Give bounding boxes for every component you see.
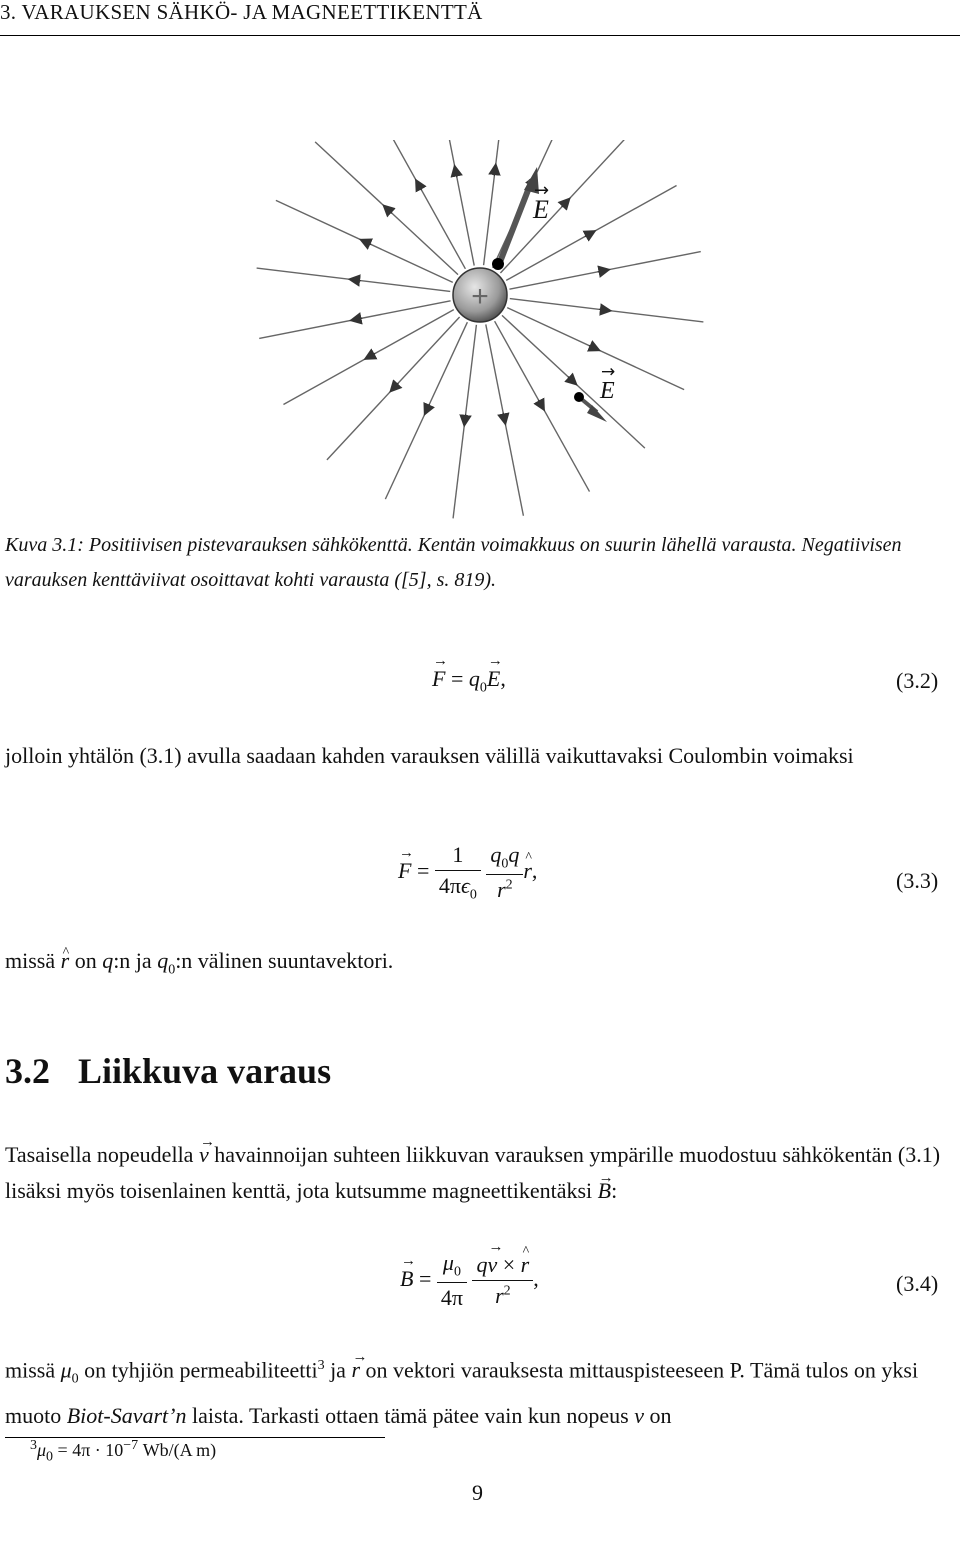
p2-prefix: missä	[5, 948, 56, 973]
field-line-arrow	[599, 309, 611, 310]
paragraph-unit-vector: missä ^ r on q:n ja $q_0:n$ välinen suuntavektori.	[5, 943, 957, 988]
section-heading	[5, 1050, 331, 1092]
figure-caption: Kuva 3.1: Positiivisen pistevarauksen sähkökenttä. Kentän voimakkuus on suurin lähellä varausta. Negatiivisen varauksen kenttäviivat osoittavat kohti varausta ([5], s. 819).	[5, 534, 902, 591]
chapter-header: 3. VARAUKSEN SÄHKÖ- JA MAGNEETTIKENTTÄ	[0, 0, 483, 24]
charge-sign: +	[471, 280, 489, 313]
p2-mid1: on	[74, 948, 97, 973]
equation-3-4-number: (3.4)	[896, 1271, 939, 1296]
field-line-arrow	[538, 400, 544, 410]
paragraph-moving-charge: Tasaisella nopeudella → v havainnoijan suhteen liikkuvan varauksen ympärille muodostuu sähkökentän (3.1) lisäksi myös toisenlainen kenttä, jota kutsumme magneettikentäksi → B:	[5, 1137, 957, 1209]
section-title: Liikkuva varaus	[78, 1051, 332, 1091]
footnote-ref[interactable]: 3	[317, 1358, 325, 1373]
p3-a: Tasaisella nopeudella	[5, 1142, 194, 1167]
footnote-marker: 3	[30, 1438, 37, 1453]
p4-a: missä	[5, 1357, 56, 1383]
footnote: $^3\mu_0 = 4\pi \cdot 10^{-7}$ Wb/(A m)	[30, 1438, 217, 1465]
field-line-arrow	[365, 353, 375, 359]
field-line-arrow	[585, 231, 595, 237]
equation-3-2: → $F = q_0\to E$,	[432, 666, 506, 696]
field-label-upper-arrow: →	[534, 180, 550, 201]
field-line-arrow	[350, 318, 362, 320]
field-line-arrow	[464, 414, 465, 426]
field-line-arrow	[360, 239, 371, 244]
p3-b: havainnoijan suhteen liikkuvan varauksen ympärille muodostuu sähkökentän (3.1) lisäksi myös toisenlainen kenttä, jota kutsumme magneettikentäksi	[5, 1142, 941, 1203]
p4-c: ja	[330, 1357, 346, 1383]
field-line-arrow	[424, 404, 429, 415]
p4-d: on vektori varauksesta mittauspisteeseen P. Tämä tulos on yksi muoto	[5, 1357, 919, 1428]
p2-mid2: :n ja	[113, 948, 152, 973]
field-line	[437, 140, 475, 266]
field-line-arrow	[349, 279, 361, 280]
field-line-arrow	[589, 345, 600, 350]
p4-f: laista. Tarkasti ottaen tämä pätee vain kun nopeus	[192, 1402, 629, 1428]
section-number: 3.2	[5, 1051, 50, 1091]
field-line-arrow	[568, 377, 577, 385]
field-label-lower-arrow: →	[601, 362, 616, 382]
field-line-arrow	[494, 164, 495, 176]
paragraph-permeability: missä $\mu_0$ on tyhjiön permeabiliteetti$^3$ ja → r on vektori varauksesta mittauspisteeseen P. Tämä tulos on yksi muoto Biot-Savart’n laista. Tarkasti ottaen tämä pätee vain kun nopeus v on	[5, 1348, 957, 1434]
equation-3-2-number: (3.2)	[896, 668, 939, 693]
p2-suffix: :n välinen suuntavektori.	[175, 948, 394, 973]
field-lines	[257, 140, 704, 518]
field-line-arrow	[416, 180, 422, 190]
equation-3-4: → B = $\frac{\mu_0}{4\pi}$ $\frac{q\to v \times \^{} r}{r^2}$ ,	[400, 1250, 539, 1311]
field-line-arrow	[598, 270, 610, 272]
p4-e: Biot-Savart’n	[66, 1402, 187, 1428]
equation-3-3: → F = $\frac{1}{4\pi\epsilon_0}$ $\frac{q_0q}{r^2}$ ^ r,	[398, 842, 537, 903]
p4-b: on tyhjiön permeabiliteetti	[84, 1357, 318, 1383]
p4-g: on	[649, 1402, 672, 1428]
field-label-upper: E	[533, 195, 549, 224]
header-rule	[0, 35, 960, 36]
paragraph-coulomb-intro: jolloin yhtälön (3.1) avulla saadaan kahden varauksen välillä vaikuttavaksi Coulombin voimaksi	[5, 743, 854, 768]
field-label-lower: E	[600, 378, 615, 404]
test-charge-lower	[574, 392, 584, 402]
field-vector-upper	[500, 180, 532, 262]
footnote-text: Wb/(A m)	[142, 1440, 217, 1460]
field-line-arrow	[455, 165, 457, 177]
field-line-arrow	[390, 383, 398, 392]
page-number: 9	[472, 1480, 483, 1505]
field-line	[370, 140, 465, 269]
field-line-arrow	[562, 198, 570, 207]
electric-field-figure	[240, 140, 720, 540]
field-line-arrow	[503, 413, 505, 425]
equation-3-3-number: (3.3)	[896, 868, 939, 893]
test-charge-upper	[492, 258, 504, 270]
field-line-arrow	[383, 205, 392, 213]
